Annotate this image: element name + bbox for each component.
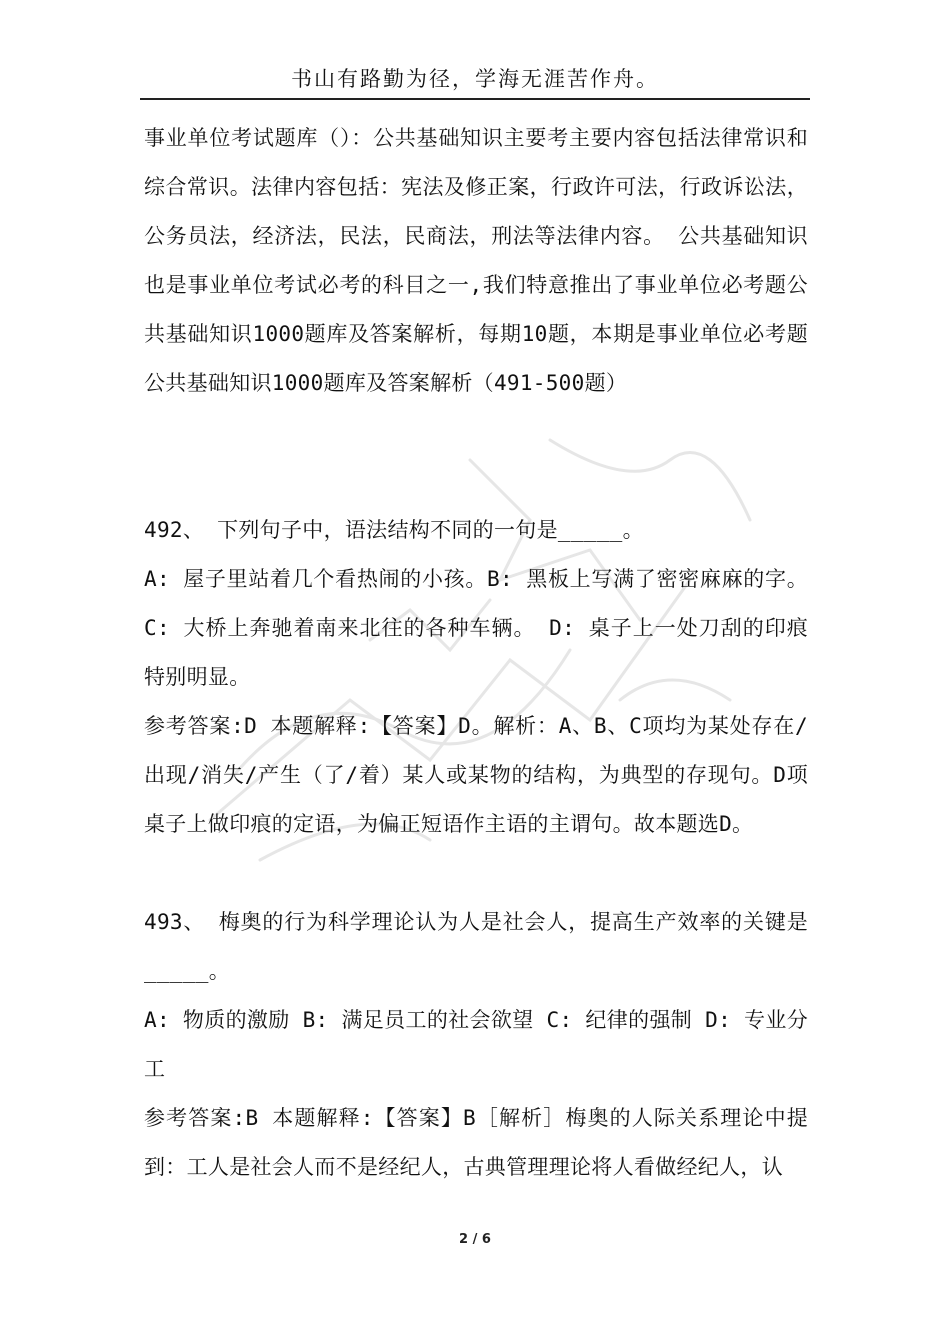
question-stem: 492、 下列句子中，语法结构不同的一句是_____。: [144, 518, 644, 542]
document-body: [144, 114, 808, 1192]
page-indicator: 2 / 6: [459, 1232, 491, 1247]
question-answer: 参考答案:D 本题解释:【答案】D。解析：A、B、C项均为某处存在/出现/消失/产生（了/着）某人或某物的结构，为典型的存现句。D项桌子上做印痕的定语，为偏正短语作主语的主谓句。故本题选D。: [144, 714, 808, 836]
question-options: A: 屋子里站着几个看热闹的小孩。B: 黑板上写满了密密麻麻的字。C: 大桥上奔驰着南来北往的各种车辆。 D: 桌子上一处刀刮的印痕特别明显。: [144, 567, 808, 689]
intro-paragraph: 事业单位考试题库（）：公共基础知识主要考主要内容包括法律常识和综合常识。法律内容包括：宪法及修正案，行政许可法，行政诉讼法，公务员法，经济法，民法，民商法，刑法等法律内容。 公共基础知识也是事业单位考试必考的科目之一,我们特意推出了事业单位必考题公共基础知识1000题库及答案解析，每期10题，本期是事业单位必考题公共基础知识1000题库及答案解析（491-500题）: [144, 126, 808, 395]
section-spacer: [144, 408, 808, 506]
header-divider: [140, 98, 810, 100]
header-motto: 书山有路勤为径，学海无涯苦作舟。: [291, 67, 659, 91]
question-options: A: 物质的激励 B: 满足员工的社会欲望 C: 纪律的强制 D: 专业分工: [144, 1008, 808, 1081]
question-stem: 493、 梅奥的行为科学理论认为人是社会人，提高生产效率的关键是_____。: [144, 910, 808, 983]
question-answer: 参考答案:B 本题解释:【答案】B［解析］梅奥的人际关系理论中提到：工人是社会人而不是经纪人，古典管理理论将人看做经纪人，认: [144, 1106, 808, 1179]
section-spacer: [144, 849, 808, 898]
